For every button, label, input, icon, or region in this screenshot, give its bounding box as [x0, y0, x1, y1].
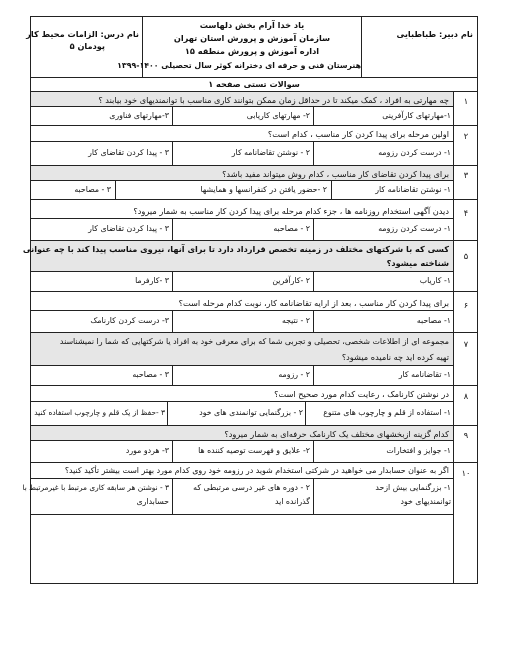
option-2[interactable]: ۲ - نوشتن تقاضانامه کار: [231, 148, 310, 157]
option-3[interactable]: ۳ - مصاحبه: [74, 185, 111, 194]
exam-sheet: [22, 16, 478, 584]
header-line-2: سازمان آموزش و پرورش استان تهران: [173, 33, 331, 43]
option-1-line-2[interactable]: توانمندیهای خود: [400, 497, 451, 506]
question-number: ۵: [463, 251, 469, 261]
question-text: مجموعه ای از اطلاعات شخصی، تحصیلی و تجربی شما که برای معرفی خود به افراد یا شرکتهایی که شما را نمیشناسند: [59, 337, 449, 346]
question-text: برای پیدا کردن تقاضای کار مناسب ، کدام روش میتواند مفید باشد؟: [222, 169, 449, 179]
option-1[interactable]: ۱- مصاحبه: [416, 316, 451, 325]
question-text: دیدن آگهی استخدام روزنامه ها ، جزء کدام مرحله برای پیدا کردن کار مناسب به شمار میرود؟: [133, 206, 449, 216]
option-3[interactable]: ۳ - نوشتن هر سابقه کاری مرتبط با غیرمرتبط با: [22, 483, 169, 492]
option-3-line-2[interactable]: حسابداری: [136, 497, 169, 506]
header-bottom-line: [31, 77, 477, 78]
option-3[interactable]: ۳ -حفظ از یک قلم و چارچوب استفاده کنید: [34, 408, 165, 417]
option-1[interactable]: ۱- تقاضانامه کار: [398, 370, 451, 379]
question-number: ۳: [463, 170, 469, 180]
question-text: کسی که با شرکتهای مختلف در زمینه تخصص قرارداد دارد تا برای آنها، نیروی مناسب پیدا کند با چه عنوانی: [22, 244, 449, 254]
header-line-3: اداره آموزش و پرورش منطقه ۱۵: [184, 46, 320, 56]
question-text-line-2: شناخته میشود؟: [386, 258, 449, 268]
question-number: ۱۰: [461, 468, 471, 478]
question-text: اولین مرحله برای پیدا کردن کار مناسب ، کدام است؟: [267, 129, 449, 139]
option-1[interactable]: ۱- درست کردن رزومه: [378, 148, 451, 157]
option-3[interactable]: ۳- درست کردن کارنامک: [90, 316, 169, 325]
option-1[interactable]: ۱- جوایز و افتخارات: [386, 446, 451, 455]
option-2[interactable]: ۲ -حضور یافتن در کنفرانسها و همایشها: [200, 185, 327, 194]
option-1[interactable]: ۱- بزرگنمایی بیش ازحد: [375, 483, 451, 492]
teacher-label: نام دبیر: طباطبایی: [396, 29, 473, 39]
header-line-1: یاد خدا آرام بخش دلهاست: [199, 20, 305, 30]
question-number: ۲: [463, 131, 469, 141]
header-divider-right: [361, 17, 362, 77]
question-text: کدام گزینه ازبخشهای مختلف یک کارنامک حرفه‌ای به شمار میرود؟: [224, 429, 449, 439]
option-3[interactable]: ۳ - پیدا کردن تقاضای کار: [88, 148, 169, 157]
option-1[interactable]: ۱- نوشتن تقاضانامه کار: [375, 185, 451, 194]
option-2[interactable]: ۲ - بزرگنمایی توانمندی های خود: [199, 408, 303, 417]
option-3[interactable]: ۳ - مصاحبه: [132, 370, 169, 379]
question-text: چه مهارتی به افراد ، کمک میکند تا در حداقل زمان ممکن بتوانند کاری مناسب با توانمندیهای خود بیابند ؟: [98, 95, 449, 105]
question-number: ۷: [463, 339, 469, 349]
option-3[interactable]: ۳ -کارفرما: [135, 276, 169, 285]
question-number: ۹: [463, 430, 469, 440]
option-2[interactable]: ۲ - مصاحبه: [273, 224, 310, 233]
option-2[interactable]: ۲ - دوره های غیر درسی مرتبطی که: [193, 483, 310, 492]
option-2-line-2[interactable]: گذرانده اید: [275, 497, 310, 506]
option-2[interactable]: ۲- علایق و فهرست توصیه کننده ها: [198, 446, 310, 455]
option-3[interactable]: ۳- هردو مورد: [125, 446, 169, 455]
question-text: در نوشتن کارنامک ، رعایت کدام مورد صحیح است؟: [274, 389, 449, 399]
option-1[interactable]: ۱- استفاده از قلم و چارچوب های متنوع: [323, 408, 451, 417]
option-1[interactable]: ۱- درست کردن رزومه: [378, 224, 451, 233]
section-title: سوالات تستی صفحه ۱: [208, 79, 300, 89]
option-1[interactable]: ۱-مهارتهای کارآفرینی: [382, 111, 451, 120]
unit-label: پودمان ۵: [69, 41, 105, 51]
option-2[interactable]: ۲ - رزومه: [278, 370, 310, 379]
subject-label: نام درس: الزامات محیط کار: [26, 29, 139, 39]
option-1[interactable]: ۱- کاریاب: [419, 276, 451, 285]
question-number: ۱: [463, 96, 469, 106]
question-number: ۴: [463, 208, 469, 218]
question-text: اگر به عنوان حسابدار می خواهید در شرکتی استخدام شوید در رزومه خود روی کدام مورد بهتر است بیشتر تأکید کنید؟: [64, 466, 449, 475]
option-2[interactable]: ۲- مهارتهای کاریابی: [246, 111, 310, 120]
question-number: ۶: [463, 300, 469, 310]
option-3[interactable]: ۳-مهارتهای فناوری: [109, 111, 169, 120]
question-text-line-2: تهیه کرده اید چه نامیده میشود؟: [341, 352, 449, 362]
option-2[interactable]: ۲ -کارآفرین: [272, 276, 310, 285]
option-2[interactable]: ۲ - نتیجه: [281, 316, 310, 325]
question-text: برای پیدا کردن کار مناسب ، بعد از ارایه تقاضانامه کار، نوبت کدام مرحله است؟: [178, 298, 449, 308]
option-3[interactable]: ۳ - پیدا کردن تقاضای کار: [88, 224, 169, 233]
question-number: ۸: [463, 391, 469, 401]
header-line-4: هنرستان فنی و حرفه ای دخترانه کوثر سال تحصیلی ۱۴۰۰-۱۳۹۹: [117, 61, 361, 70]
